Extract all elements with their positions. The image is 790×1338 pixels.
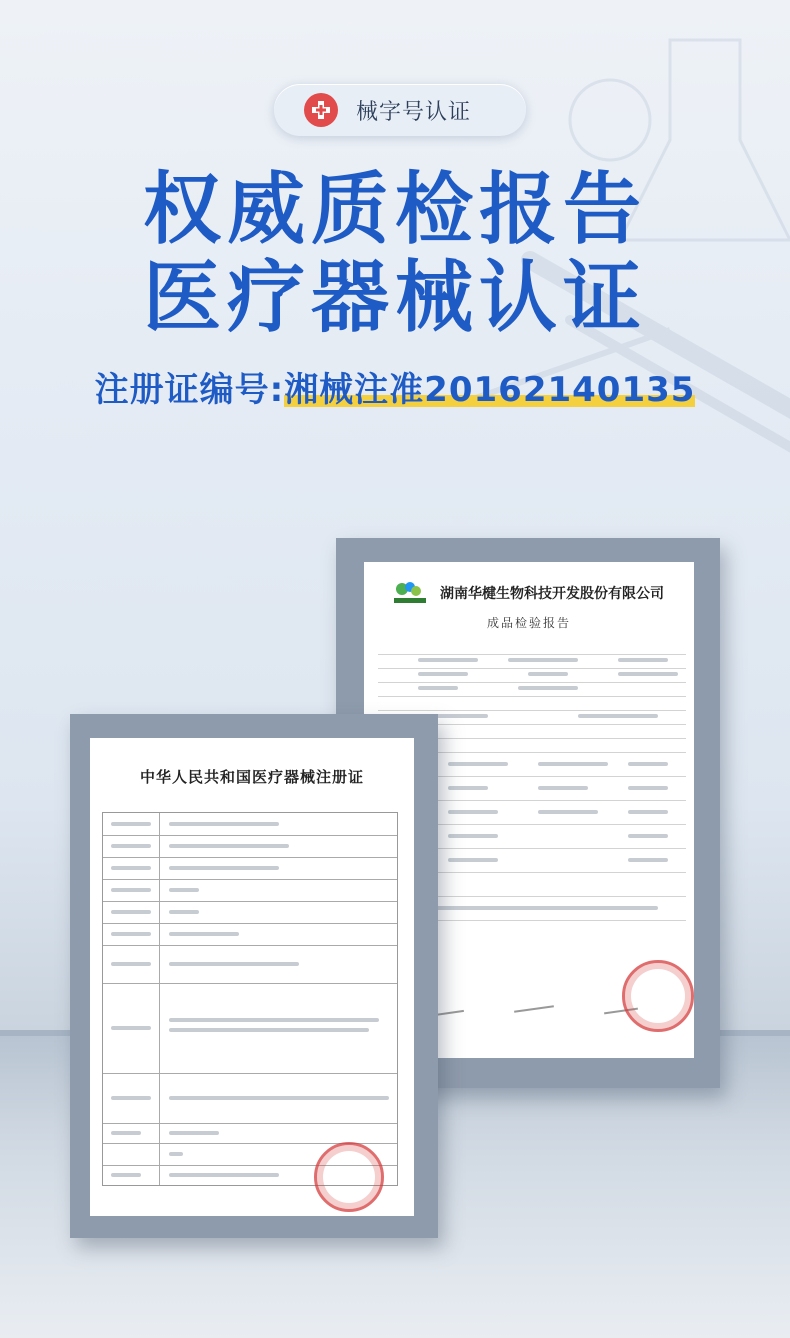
huajian-logo-icon — [388, 580, 432, 606]
badge-label: 械字号认证 — [356, 99, 472, 125]
certificate-table — [102, 812, 398, 1186]
company-seal-stamp — [622, 960, 694, 1032]
registration-prefix: 注册证编号: — [94, 370, 285, 410]
medical-cross-icon — [304, 93, 338, 127]
registration-code: 湘械注准20162140135 — [284, 370, 696, 410]
signature-mark — [434, 1010, 464, 1016]
signature-mark — [514, 1005, 554, 1013]
official-seal-stamp — [314, 1142, 384, 1212]
registration-certificate-frame — [70, 714, 438, 1238]
headline-line-2: 医疗器械认证 — [142, 253, 647, 343]
report-title: 成品检验报告 — [486, 616, 571, 630]
certification-badge — [274, 84, 526, 136]
registration-certificate-document — [90, 738, 414, 1216]
certificate-title: 中华人民共和国医疗器械注册证 — [139, 768, 364, 786]
headline-line-1: 权威质检报告 — [142, 165, 647, 255]
registration-number — [0, 362, 790, 411]
company-name: 湖南华楗生物科技开发股份有限公司 — [440, 586, 664, 602]
